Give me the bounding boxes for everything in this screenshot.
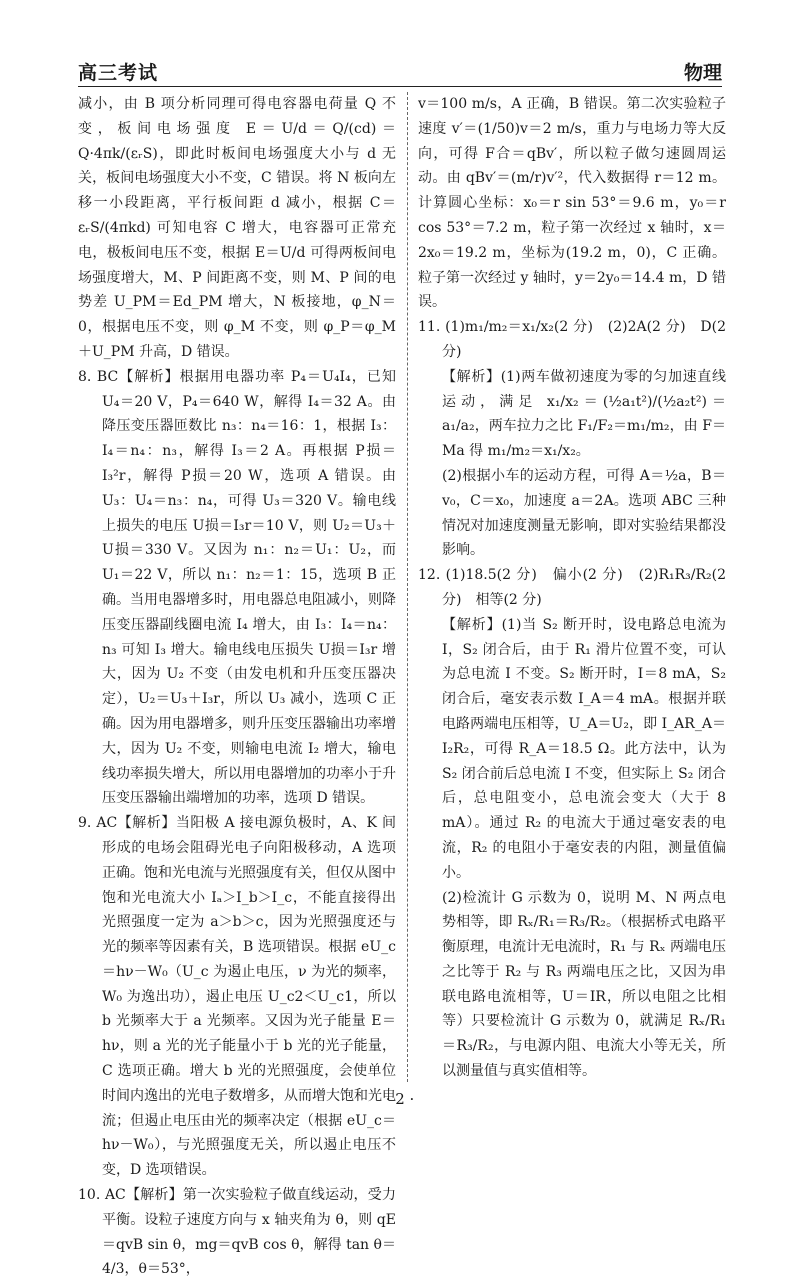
page-header: [78, 56, 722, 86]
column-divider: [407, 92, 408, 1082]
subject-label: 物理: [683, 62, 722, 84]
explanation-12-1: 【解析】(1)当 S₂ 断开时，设电路总电流为 I，S₂ 闭合后，由于 R₁ 滑片位置不变，可认为总电流 I 不变。S₂ 断开时，I＝8 mA，S₂ 闭合后，毫安表示数 I_A＝4 mA。根据并联电路两端电压相等，U_A＝U₂，即 I_AR_A＝I₂R₂，可得 R_A＝18.5 Ω。此方法中，认为 S₂ 闭合前后总电流 I 不变，但实际上 S₂ 闭合后，总电阻变小，总电流会变大（大于 8 mA）。通过 R₂ 的电流大于通过毫安表的电流，R₂ 的电阻小于毫安表的内阻，测量值偏小。: [442, 616, 726, 881]
right-column: [418, 92, 726, 1084]
paragraph: v＝100 m/s，A 正确，B 错误。第二次实验粒子速度 v′＝(1/50)v＝2 m/s，重力与电场力等大反向，可得 F合＝qBv′，所以粒子做匀速圆周运动。由 qBv′＝(m/r)v′²，代入数据得 r＝12 m。计算圆心坐标：x₀＝r sin 53°＝9.6 m，y₀＝r cos 53°＝7.2 m，粒子第一次经过 x 轴时，x＝2x₀＝19.2 m，坐标为(19.2 m，0)，C 正确。粒子第一次经过 y 轴时，y＝2y₀＝14.4 m，D 错误。: [418, 96, 726, 311]
page-number: · 2 ·: [385, 1090, 415, 1108]
header-rule: [78, 86, 722, 87]
explanation-12-2: (2)检流计 G 示数为 0，说明 M、N 两点电势相等，即 Rₓ/R₁＝R₃/R₂。（根据桥式电路平衡原理，电流计无电流时，R₁ 与 Rₓ 两端电压之比等于 R₂ 与 R₃ 两端电压之比，又因为串联电路电流相等，U＝IR，所以电阻之比相等）只要检流计 G 示数为 0，就满足 Rₓ/R₁＝R₃/R₂，与电源内阻、电流大小等无关，所以测量值与真实值相等。: [442, 889, 726, 1080]
answer-8: 8. BC【解析】根据用电器功率 P₄＝U₄I₄，已知 U₄＝20 V，P₄＝640 W，解得 I₄＝32 A。由降压变压器匝数比 n₃：n₄＝16：1，根据 I₃：I₄＝n₄：n₃，解得 I₃＝2 A。再根据 P损＝I₃²r，解得 P损＝20 W，选项 A 错误。由 U₃：U₄＝n₃：n₄，可得 U₃＝320 V。输电线上损失的电压 U损＝I₃r＝10 V，则 U₂＝U₃＋U损＝330 V。又因为 n₁：n₂＝U₁：U₂，而 U₁＝22 V，所以 n₁：n₂＝1：15，选项 B 正确。当用电器增多时，用电器总电阻减小，则降压变压器副线圈电流 I₄ 增大，由 I₃：I₄＝n₄：n₃ 可知 I₃ 增大。输电线电压损失 U损＝I₃r 增大，因为 U₂ 不变（由发电机和升压变压器决定），U₂＝U₃＋I₃r，所以 U₃ 减小，选项 C 正确。因为用电器增多，则升压变压器输出功率增大，因为 U₂ 不变，则输电电流 I₂ 增大，输电线功率损失增大，所以用电器增加的功率小于升压变压器输出端增加的功率，选项 D 错误。: [78, 368, 396, 807]
answer-12: 12. (1)18.5(2 分) 偏小(2 分) (2)R₁R₃/R₂(2 分) 相等(2 分): [418, 567, 726, 608]
paragraph: 减小，由 B 项分析同理可得电容器电荷量 Q 不变，板间电场强度 E＝U/d＝Q/(cd)＝Q·4πk/(εᵣS)，即此时板间电场强度大小与 d 无关，板间电场强度大小不变，C 错误。将 N 板向左移一小段距离，平行板间距 d 减小，根据 C＝εᵣS/(4πkd) 可知电容 C 增大，电容器可正常充电，极板间电压不变，根据 E＝U/d 可得两板间电场强度增大，M、P 间距离不变，则 M、P 间的电势差 U_PM＝Ed_PM 增大，N 板接地，φ_N＝0，根据电压不变，则 φ_M 不变，则 φ_P＝φ_M＋U_PM 升高，D 错误。: [78, 96, 396, 360]
explanation-11-2: (2)根据小车的运动方程，可得 A＝½a，B＝v₀，C＝x₀，加速度 a＝2A。选项 ABC 三种情况对加速度测量无影响，即对实验结果都没影响。: [442, 467, 726, 559]
answer-9: 9. AC【解析】当阳极 A 接电源负极时，A、K 间形成的电场会阻碍光电子向阳极移动，A 选项正确。饱和光电流与光照强度有关，但仅从图中饱和光电流大小 Iₐ＞I_b＞I_c，不能直接得出光照强度一定为 a＞b＞c，因为光照强度还与光的频率等因素有关，B 选项错误。根据 eU_c＝hν－W₀（U_c 为遏止电压，ν 为光的频率，W₀ 为逸出功），遏止电压 U_c2＜U_c1，所以 b 光频率大于 a 光频率。又因为光子能量 E＝hν，则 a 光的光子能量小于 b 光的光子能量，C 选项正确。增大 b 光的光照强度，会使单位时间内逸出的光电子数增多，从而增大饱和光电流；但遏止电压由光的频率决定（根据 eU_c＝hν－W₀），与光照强度无关，所以遏止电压不变，D 选项错误。: [78, 815, 396, 1179]
exam-title: 高三考试: [78, 62, 159, 84]
answer-11: 11. (1)m₁/m₂＝x₁/x₂(2 分) (2)2A(2 分) D(2 分): [418, 319, 726, 360]
answer-10: 10. AC【解析】第一次实验粒子做直线运动，受力平衡。设粒子速度方向与 x 轴夹角为 θ，则 qE＝qvB sin θ，mg＝qvB cos θ，解得 tan θ＝4/3，θ＝53°，: [78, 1187, 396, 1278]
explanation-11-1: 【解析】(1)两车做初速度为零的匀加速直线运动，满足 x₁/x₂＝(½a₁t²)/(½a₂t²)＝a₁/a₂，两车拉力之比 F₁/F₂＝m₁/m₂，由 F＝Ma 得 m₁/m₂＝x₁/x₂。: [442, 368, 726, 460]
